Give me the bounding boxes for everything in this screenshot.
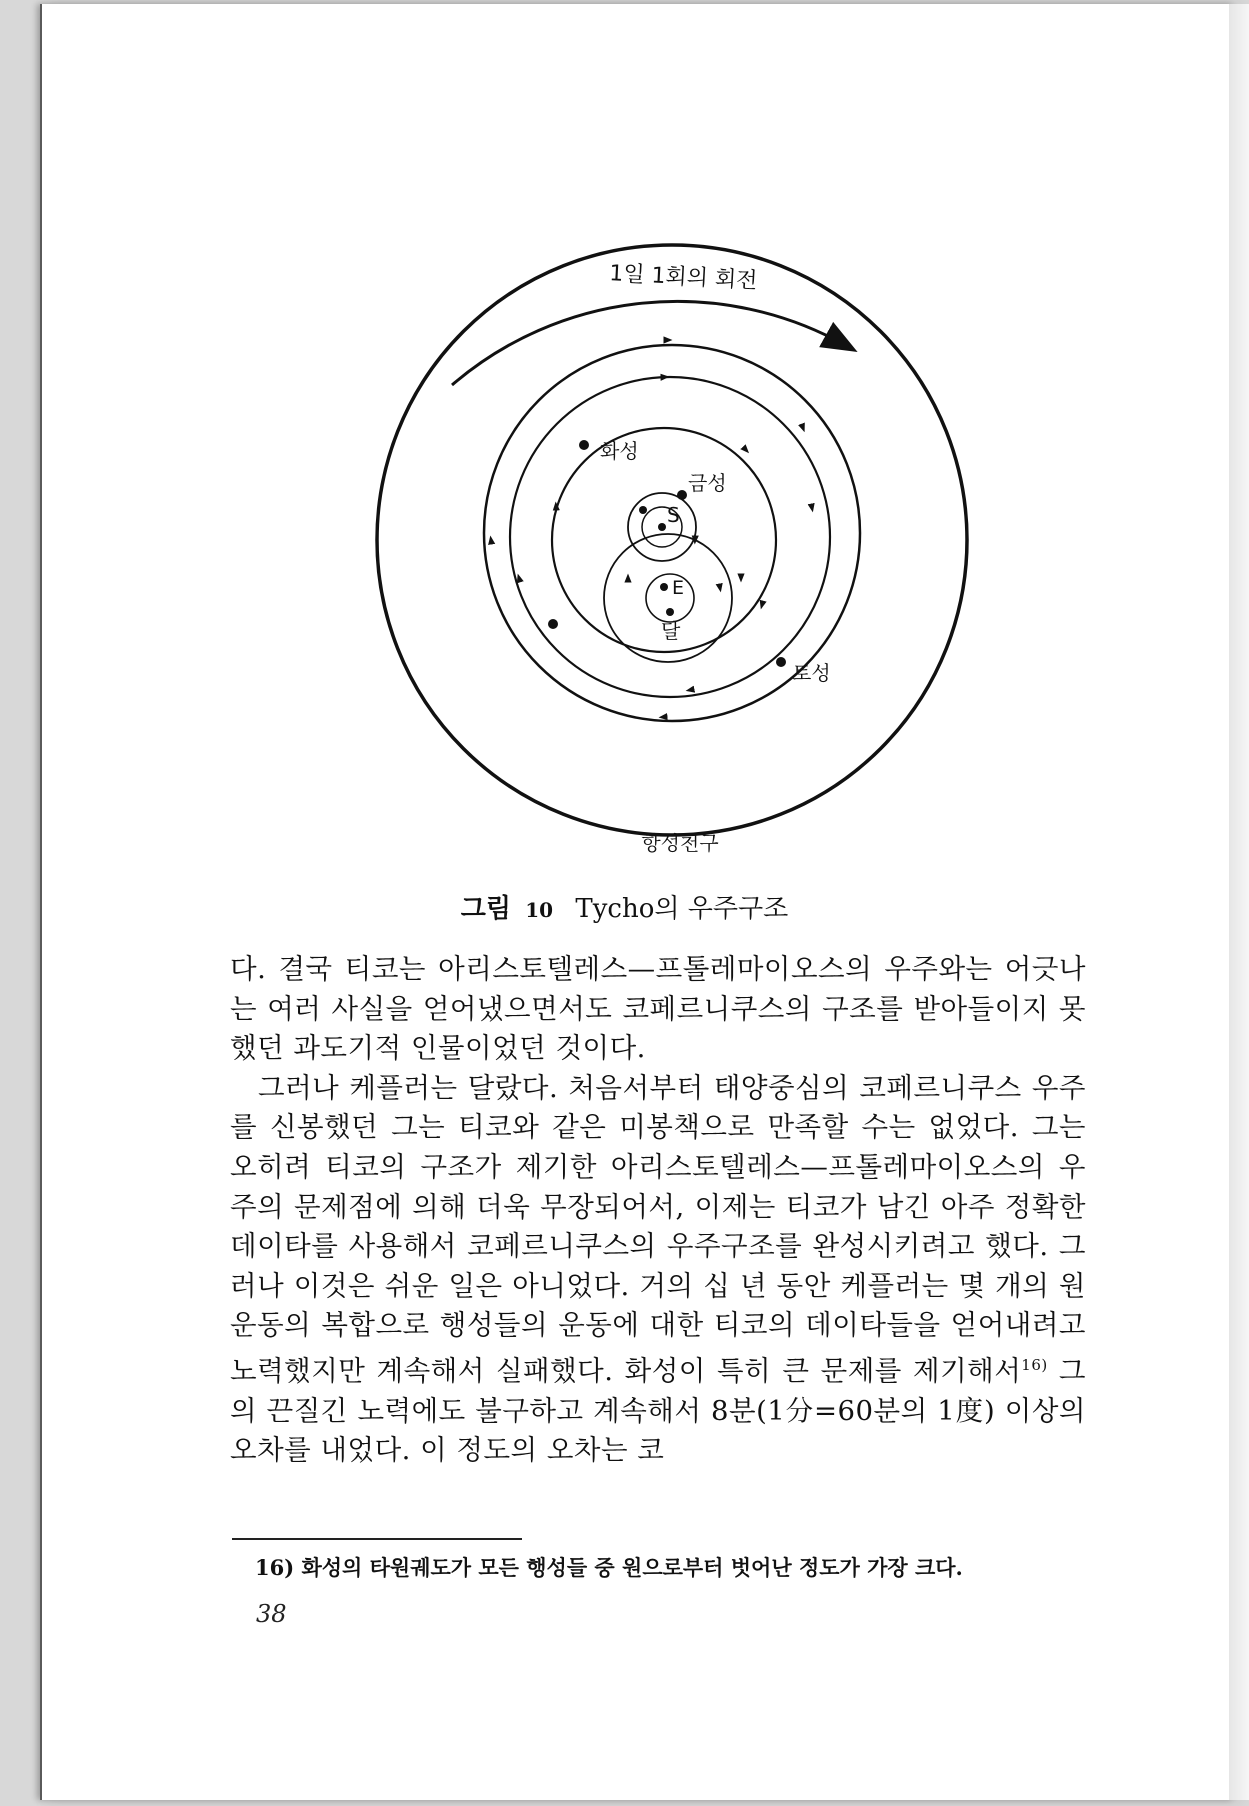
venus-label: 금성	[688, 471, 727, 495]
paragraph: 다. 결국 티코는 아리스토텔레스—프톨레마이오스의 우주와는 어긋나는 여러 사실을 얻어냈으면서도 코페르니쿠스의 구조를 받아들이지 못했던 과도기적 인물이었던 것이다.	[230, 953, 1086, 1065]
footnote: 16) 화성의 타원궤도가 모든 행성들 중 원으로부터 벗어난 정도가 가장 크다.	[255, 1555, 963, 1580]
mars-label: 화성	[600, 439, 639, 463]
fixed-stars-label: 항성천구	[641, 831, 719, 855]
footnote-rule	[232, 1538, 522, 1540]
orbit-arrow	[690, 686, 710, 690]
fixed-stars-sphere	[377, 245, 967, 835]
figure-label: 그림	[460, 894, 511, 924]
orbit-arrow	[734, 437, 746, 450]
body-text	[230, 950, 1086, 1471]
moon-label: 달	[661, 619, 681, 643]
venus-dot	[677, 490, 687, 500]
orbit-arrow	[797, 412, 803, 428]
saturn-dot	[776, 657, 786, 667]
orbit-arrow	[808, 488, 812, 508]
saturn-label: 토성	[792, 661, 831, 685]
rotation-label: 1일 1회의 회전	[608, 261, 759, 294]
paragraph: 그러나 케플러는 달랐다. 처음서부터 태양중심의 코페르니쿠스 우주를 신봉했던 그는 티코와 같은 미봉책으로 만족할 수는 없었다. 그는 오히려 티코의 구조가 제기한 아리스토텔레스—프톨레마이오스의 우주의 문제점에 의해 더욱 무장되어서, 이제는 티코가 남긴 아주 정확한 데이타를 사용해서 코페르니쿠스의 우주구조를 완성시키려고 했다. 그러나 이것은 쉬운 일은 아니었다. 거의 십 년 동안 케플러는 몇 개의 원운동의 복합으로 행성들의 운동에 대한 티코의 데이타들을 얻어내려고 노력했지만 계속해서 실패했다. 화성이 특히 큰 문제를 제기해서$^{16)}$ 그의 끈질긴 노력에도 불구하고 계속해서 8분(1分=60분의 1度) 이상의 오차를 내었다. 이 정도의 오차는 코	[230, 1071, 1086, 1467]
mars-dot	[579, 440, 589, 450]
page-number: 38	[256, 1600, 287, 1628]
footnote-marker: 16)	[1021, 1355, 1048, 1374]
mercury-dot	[639, 506, 647, 514]
sun-dot	[658, 523, 666, 531]
orbit-arrow	[663, 715, 683, 717]
daily-rotation-arrow	[452, 301, 845, 385]
orbit-arrow	[717, 572, 720, 588]
orbit-arrow	[491, 540, 494, 560]
figure-caption	[0, 888, 1249, 925]
outer-orbit	[510, 377, 830, 697]
sun-label: S	[667, 503, 680, 527]
moon-dot	[666, 608, 674, 616]
earth-label: E	[672, 577, 685, 599]
earth-dot	[660, 583, 668, 591]
figure-number: 10	[525, 898, 554, 922]
outer-planet-dot	[548, 619, 558, 629]
tycho-system-diagram	[0, 0, 1249, 900]
figure-title: Tycho의 우주구조	[575, 894, 789, 924]
